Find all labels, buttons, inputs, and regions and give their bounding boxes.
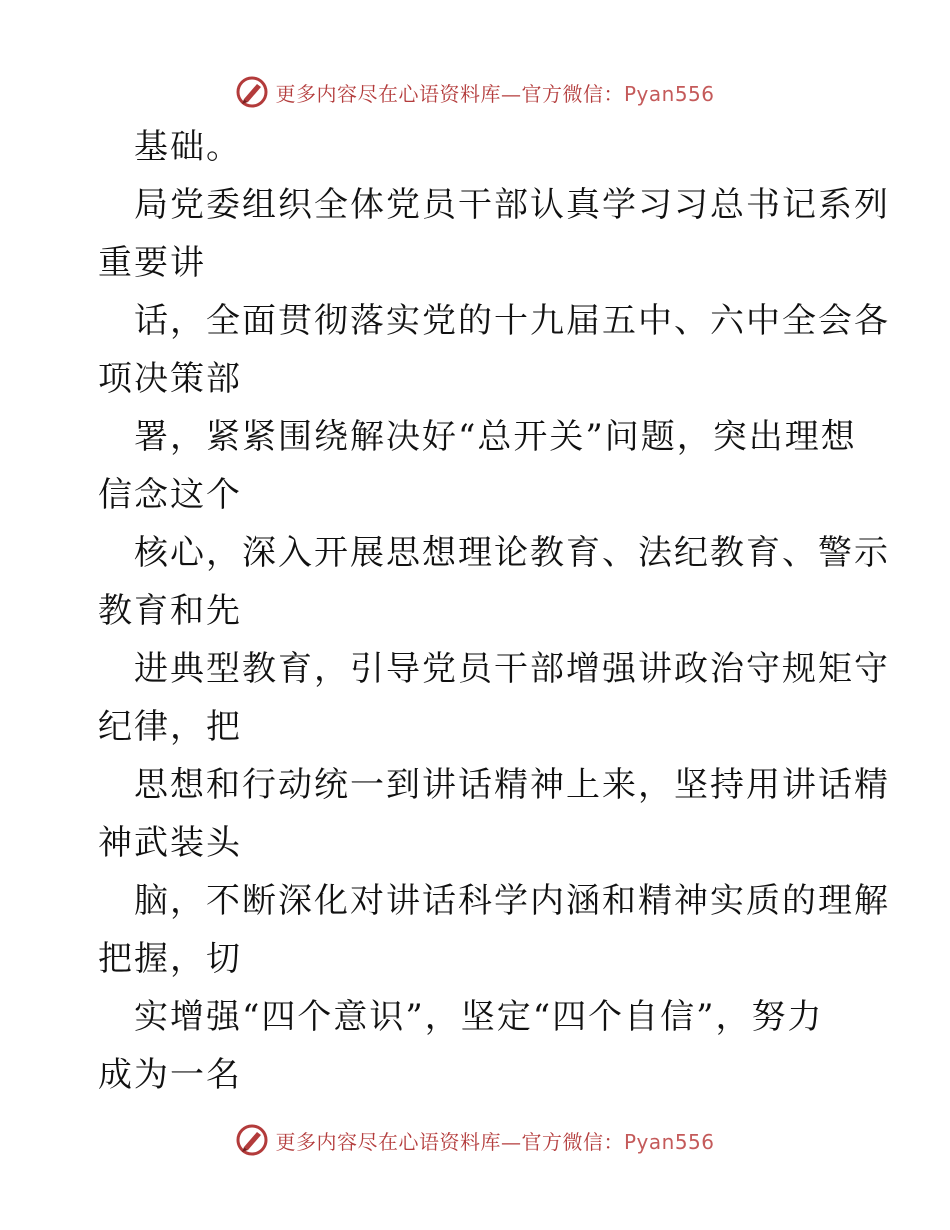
- footer-banner-label: 更多内容尽在心语资料库—官方微信：: [275, 1129, 624, 1154]
- body-line: 基础。: [134, 127, 242, 167]
- pen-logo-icon: [235, 1123, 269, 1157]
- body-line: 成为一名: [98, 1055, 242, 1095]
- header-wechat-id: Pyan556: [623, 81, 715, 106]
- body-line: 重要讲: [98, 243, 206, 283]
- body-line: 核心，深入开展思想理论教育、法纪教育、警示: [134, 533, 890, 573]
- body-line: 纪律，把: [98, 707, 242, 747]
- document-body: [98, 118, 890, 1104]
- footer-banner-text: [275, 1126, 714, 1155]
- body-line: 署，紧紧围绕解决好“总开关”问题，突出理想: [134, 417, 857, 457]
- body-line: 进典型教育，引导党员干部增强讲政治守规矩守: [134, 649, 890, 689]
- body-line: 教育和先: [98, 591, 242, 631]
- body-line: 局党委组织全体党员干部认真学习习总书记系列: [134, 185, 890, 225]
- header-banner: [0, 72, 950, 112]
- header-banner-label: 更多内容尽在心语资料库—官方微信：: [275, 81, 624, 106]
- body-line: 思想和行动统一到讲话精神上来，坚持用讲话精: [134, 765, 890, 805]
- header-banner-text: [275, 78, 714, 107]
- body-line: 把握，切: [98, 939, 242, 979]
- footer-banner: [0, 1120, 950, 1160]
- body-line: 信念这个: [98, 475, 242, 515]
- body-line: 项决策部: [98, 359, 242, 399]
- footer-wechat-id: Pyan556: [623, 1129, 715, 1154]
- body-line: 脑，不断深化对讲话科学内涵和精神实质的理解: [134, 881, 890, 921]
- pen-logo-icon: [235, 75, 269, 109]
- body-line: 神武装头: [98, 823, 242, 863]
- body-line: 实增强“四个意识”，坚定“四个自信”，努力: [134, 997, 824, 1037]
- body-line: 话，全面贯彻落实党的十九届五中、六中全会各: [134, 301, 890, 341]
